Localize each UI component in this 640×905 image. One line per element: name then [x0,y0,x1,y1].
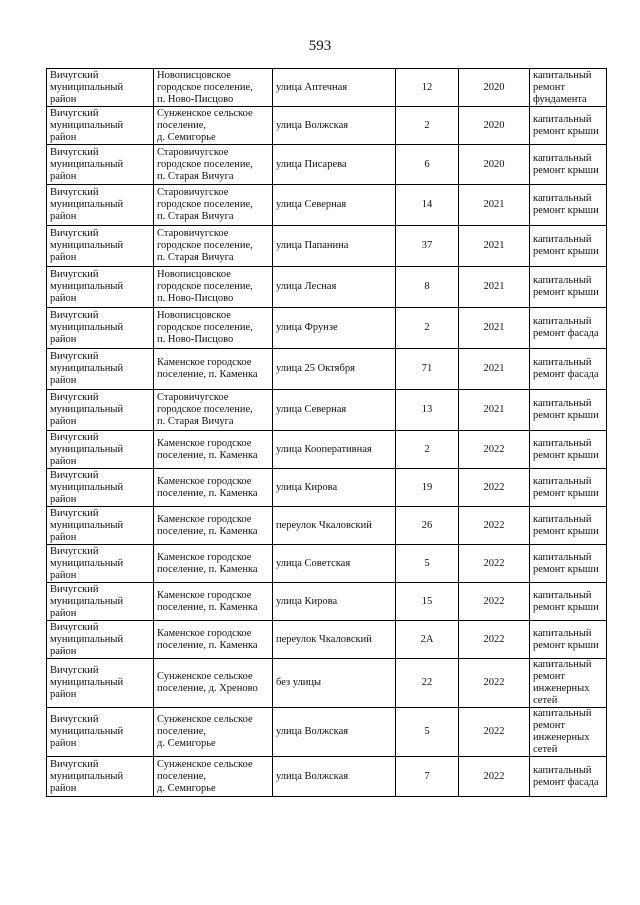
settlement-cell: Старовичугское городское поселение, п. Старая Вичуга [154,185,273,226]
district-cell: Вичугский муниципальный район [47,226,154,267]
work-type-cell: капитальный ремонт инженерных сетей [530,708,607,757]
settlement-cell: Каменское городское поселение, п. Каменка [154,583,273,621]
work-type-cell: капитальный ремонт крыши [530,267,607,308]
settlement-cell: Новописцовское городское поселение, п. Ново-Писцово [154,267,273,308]
street-cell: улица Кирова [273,583,396,621]
year-cell: 2020 [459,145,530,185]
street-cell: улица Северная [273,390,396,431]
year-cell: 2022 [459,621,530,659]
street-cell: переулок Чкаловский [273,507,396,545]
work-type-cell: капитальный ремонт крыши [530,545,607,583]
house-number-cell: 15 [396,583,459,621]
settlement-cell: Сунженское сельское поселение, д. Семигорье [154,708,273,757]
house-number-cell: 5 [396,708,459,757]
work-type-cell: капитальный ремонт крыши [530,621,607,659]
table-row [47,390,607,431]
house-number-cell: 5 [396,545,459,583]
street-cell: улица Северная [273,185,396,226]
street-cell: улица Лесная [273,267,396,308]
year-cell: 2021 [459,267,530,308]
table-row [47,507,607,545]
settlement-cell: Каменское городское поселение, п. Каменка [154,431,273,469]
street-cell: улица Волжская [273,708,396,757]
district-cell: Вичугский муниципальный район [47,349,154,390]
street-cell: переулок Чкаловский [273,621,396,659]
table-row [47,349,607,390]
street-cell: улица 25 Октября [273,349,396,390]
settlement-cell: Каменское городское поселение, п. Каменка [154,349,273,390]
settlement-cell: Сунженское сельское поселение, д. Хреново [154,659,273,708]
district-cell: Вичугский муниципальный район [47,583,154,621]
house-number-cell: 6 [396,145,459,185]
house-number-cell: 26 [396,507,459,545]
settlement-cell: Старовичугское городское поселение, п. Старая Вичуга [154,145,273,185]
table-row [47,583,607,621]
table-row [47,308,607,349]
work-type-cell: капитальный ремонт крыши [530,390,607,431]
page-number: 593 [308,38,332,54]
house-number-cell: 22 [396,659,459,708]
street-cell: улица Фрунзе [273,308,396,349]
house-number-cell: 2А [396,621,459,659]
district-cell: Вичугский муниципальный район [47,308,154,349]
district-cell: Вичугский муниципальный район [47,69,154,107]
table-row [47,708,607,757]
house-number-cell: 2 [396,431,459,469]
table-row [47,267,607,308]
district-cell: Вичугский муниципальный район [47,659,154,708]
district-cell: Вичугский муниципальный район [47,107,154,145]
house-number-cell: 2 [396,308,459,349]
house-number-cell: 71 [396,349,459,390]
work-type-cell: капитальный ремонт фасада [530,308,607,349]
district-cell: Вичугский муниципальный район [47,507,154,545]
settlement-cell: Каменское городское поселение, п. Каменка [154,507,273,545]
settlement-cell: Старовичугское городское поселение, п. Старая Вичуга [154,226,273,267]
work-type-cell: капитальный ремонт крыши [530,145,607,185]
settlement-cell: Каменское городское поселение, п. Каменка [154,621,273,659]
table-row [47,107,607,145]
house-number-cell: 13 [396,390,459,431]
table-row [47,185,607,226]
work-type-cell: капитальный ремонт крыши [530,431,607,469]
settlement-cell: Каменское городское поселение, п. Каменка [154,469,273,507]
settlement-cell: Сунженское сельское поселение, д. Семигорье [154,757,273,797]
year-cell: 2022 [459,659,530,708]
year-cell: 2022 [459,545,530,583]
house-number-cell: 37 [396,226,459,267]
district-cell: Вичугский муниципальный район [47,545,154,583]
work-type-cell: капитальный ремонт фундамента [530,69,607,107]
year-cell: 2022 [459,469,530,507]
street-cell: без улицы [273,659,396,708]
district-cell: Вичугский муниципальный район [47,390,154,431]
work-type-cell: капитальный ремонт крыши [530,469,607,507]
settlement-cell: Новописцовское городское поселение, п. Ново-Писцово [154,308,273,349]
house-number-cell: 19 [396,469,459,507]
district-cell: Вичугский муниципальный район [47,708,154,757]
year-cell: 2022 [459,757,530,797]
street-cell: улица Папанина [273,226,396,267]
year-cell: 2020 [459,69,530,107]
settlement-cell: Старовичугское городское поселение, п. Старая Вичуга [154,390,273,431]
table-row [47,69,607,107]
registry-table [46,68,607,797]
year-cell: 2022 [459,507,530,545]
registry-rows [47,69,607,797]
work-type-cell: капитальный ремонт крыши [530,226,607,267]
year-cell: 2021 [459,349,530,390]
district-cell: Вичугский муниципальный район [47,621,154,659]
year-cell: 2022 [459,583,530,621]
house-number-cell: 2 [396,107,459,145]
street-cell: улица Аптечная [273,69,396,107]
street-cell: улица Кооперативная [273,431,396,469]
district-cell: Вичугский муниципальный район [47,185,154,226]
house-number-cell: 7 [396,757,459,797]
work-type-cell: капитальный ремонт крыши [530,583,607,621]
street-cell: улица Кирова [273,469,396,507]
year-cell: 2021 [459,185,530,226]
year-cell: 2021 [459,390,530,431]
table-row [47,431,607,469]
work-type-cell: капитальный ремонт фасада [530,349,607,390]
settlement-cell: Каменское городское поселение, п. Каменка [154,545,273,583]
table-row [47,469,607,507]
district-cell: Вичугский муниципальный район [47,267,154,308]
year-cell: 2020 [459,107,530,145]
street-cell: улица Писарева [273,145,396,185]
year-cell: 2022 [459,708,530,757]
table-row [47,757,607,797]
year-cell: 2021 [459,308,530,349]
house-number-cell: 12 [396,69,459,107]
district-cell: Вичугский муниципальный район [47,757,154,797]
year-cell: 2022 [459,431,530,469]
street-cell: улица Волжская [273,107,396,145]
settlement-cell: Сунженское сельское поселение, д. Семигорье [154,107,273,145]
district-cell: Вичугский муниципальный район [47,469,154,507]
table-row [47,545,607,583]
work-type-cell: капитальный ремонт крыши [530,107,607,145]
year-cell: 2021 [459,226,530,267]
settlement-cell: Новописцовское городское поселение, п. Ново-Писцово [154,69,273,107]
house-number-cell: 14 [396,185,459,226]
district-cell: Вичугский муниципальный район [47,145,154,185]
work-type-cell: капитальный ремонт крыши [530,507,607,545]
table-row [47,226,607,267]
work-type-cell: капитальный ремонт инженерных сетей [530,659,607,708]
district-cell: Вичугский муниципальный район [47,431,154,469]
work-type-cell: капитальный ремонт крыши [530,185,607,226]
street-cell: улица Волжская [273,757,396,797]
table-row [47,145,607,185]
house-number-cell: 8 [396,267,459,308]
work-type-cell: капитальный ремонт фасада [530,757,607,797]
table-row [47,659,607,708]
street-cell: улица Советская [273,545,396,583]
table-row [47,621,607,659]
